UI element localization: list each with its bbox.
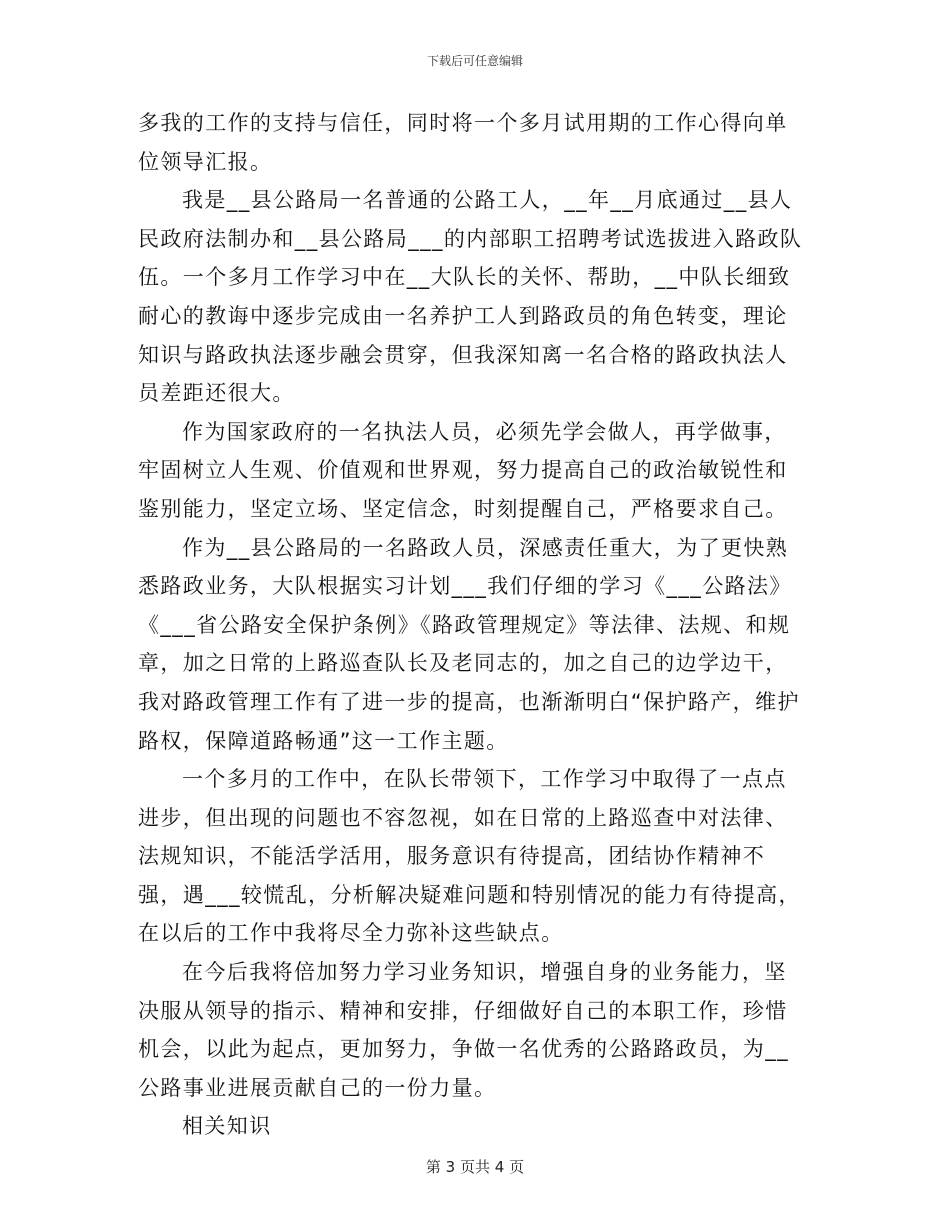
- page-header: 下载后可任意编辑: [426, 54, 523, 68]
- paragraph-2: 我是__县公路局一名普通的公路工人，__年__月底通过__县人民政府法制办和__县公路局___的内部职工招聘考试选拔进入路政队伍。一个多月工作学习中在__大队长的关怀、帮助，__中队长细致耐心的教诲中逐步完成由一名养护工人到路政员的角色转变，理论知识与路政执法逐步融会贯穿，但我深知离一名合格的路政执法人员差距还很大。: [138, 188, 803, 406]
- paragraph-6: 在今后我将倍加努力学习业务知识，增强自身的业务能力，坚决服从领导的指示、精神和安排，仔细做好自己的本职工作，珍惜机会，以此为起点，更加努力，争做一名优秀的公路路政员，为__公路事业进展贡献自己的一份力量。: [138, 960, 789, 1100]
- document-body: [138, 104, 808, 1146]
- paragraph-3: 作为国家政府的一名执法人员，必须先学会做人，再学做事，牢固树立人生观、价值观和世界观，努力提高自己的政治敏锐性和鉴别能力，坚定立场、坚定信念，时刻提醒自己，严格要求自己。: [138, 419, 788, 521]
- page-footer: 第 3 页共 4 页: [425, 1158, 525, 1176]
- paragraph-5: 一个多月的工作中，在队长带领下，工作学习中取得了一点点进步，但出现的问题也不容忽视，如在日常的上路巡查中对法律、法规知识，不能活学活用，服务意识有待提高，团结协作精神不强，遇___较慌乱，分析解决疑难问题和特别情况的能力有待提高，在以后的工作中我将尽全力弥补这些缺点。: [138, 767, 801, 946]
- paragraph-7: 相关知识: [182, 1114, 272, 1139]
- paragraph-1: 多我的工作的支持与信任，同时将一个多月试用期的工作心得向单位领导汇报。: [138, 111, 788, 174]
- paragraph-4: 作为__县公路局的一名路政人员，深感责任重大，为了更快熟悉路政业务，大队根据实习计划___我们仔细的学习《___公路法》《___省公路安全保护条例》《路政管理规定》等法律、法规、和规章，加之日常的上路巡查队长及老同志的，加之自己的边学边干，我对路政管理工作有了进一步的提高，也渐渐明白“保护路产，维护路权，保障道路畅通”这一工作主题。: [138, 535, 800, 753]
